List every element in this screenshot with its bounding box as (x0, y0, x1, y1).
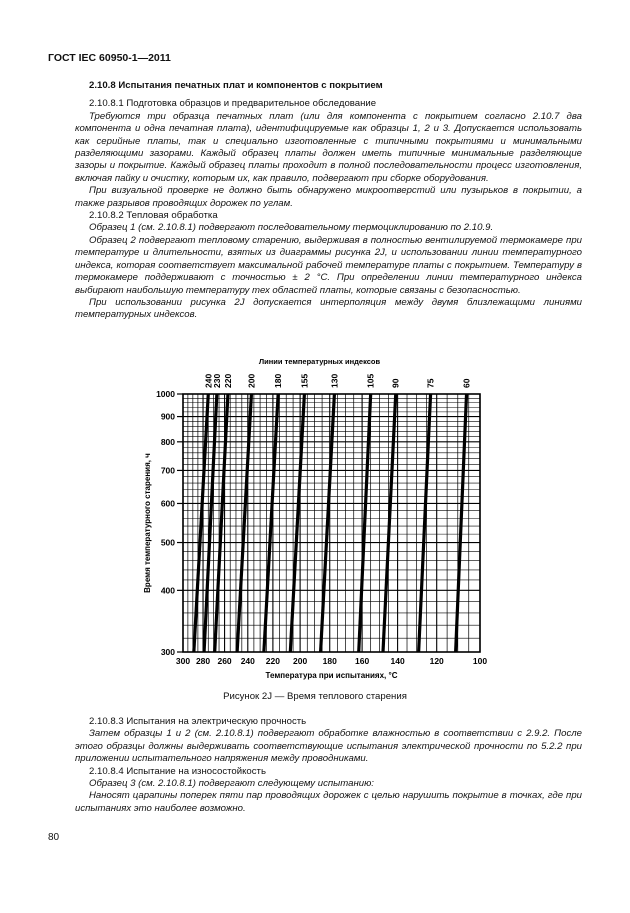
x-tick-label: 240 (240, 656, 255, 666)
subsection-title: 2.10.8.2 Тепловая обработка (89, 210, 218, 222)
x-tick-label: 200 (293, 656, 308, 666)
y-tick-label: 400 (160, 585, 175, 596)
y-axis-label: Время температурного старения, ч (143, 453, 152, 593)
series-label: 60 (461, 378, 472, 388)
series-label: 75 (425, 378, 436, 388)
x-tick-label: 180 (322, 656, 337, 666)
x-tick-label: 280 (195, 656, 211, 666)
paragraph: Затем образцы 1 и 2 (см. 2.10.8.1) подвергают обработке влажностью в соответствии с 2.9.2. После этого образцы должны выдерживать соответствующие испытания электрической прочности по 5.2.2 при приложении испытательного напряжения между проводниками. (75, 728, 582, 765)
series-label: 155 (299, 373, 310, 388)
y-tick-label: 300 (160, 647, 175, 657)
paragraph: При использовании рисунка 2J допускается интерполяция между двумя близлежащими линиями температурных индексов. (75, 296, 582, 321)
series-label: 220 (222, 373, 233, 388)
thermal-aging-chart (138, 352, 498, 682)
y-tick-label: 1000 (156, 389, 175, 399)
x-tick-label: 260 (217, 656, 232, 666)
section-title: 2.10.8 Испытания печатных плат и компонентов с покрытием (89, 80, 383, 91)
page-number: 80 (48, 832, 60, 843)
x-tick-label: 300 (175, 656, 191, 666)
paragraph: Образец 3 (см. 2.10.8.1) подвергают следующему испытанию: (89, 778, 374, 790)
x-tick-label: 120 (429, 656, 444, 666)
x-tick-label: 100 (472, 656, 488, 666)
series-label: 90 (390, 378, 401, 388)
series-label: 200 (246, 373, 257, 388)
subsection-title: 2.10.8.4 Испытание на износостойкость (89, 765, 266, 777)
temperature-index-line (383, 394, 396, 652)
temperature-index-line (237, 394, 251, 652)
temperature-index-line (321, 394, 335, 652)
y-tick-label: 600 (160, 498, 175, 509)
section-bottom (75, 716, 582, 815)
y-tick-label: 800 (160, 436, 175, 447)
paragraph: Образец 1 (см. 2.10.8.1) подвергают последовательному термоциклированию по 2.10.9. (89, 222, 494, 234)
temperature-index-line (290, 394, 304, 652)
chart-title: Линии температурных индексов (258, 357, 381, 366)
x-tick-label: 220 (265, 656, 280, 666)
temperature-index-line (359, 394, 371, 652)
subsection-title: 2.10.8.3 Испытания на электрическую прочность (89, 716, 307, 727)
series-label: 180 (273, 373, 284, 388)
x-tick-label: 140 (390, 656, 405, 666)
temperature-index-line (215, 394, 228, 652)
paragraph: Наносят царапины поперек пяти пар проводящих дорожек с целью нарушить покрытие в точках, где при испытаниях это наиболее возможно. (75, 790, 582, 814)
paragraph: Образец 2 подвергают тепловому старению, выдерживая в полностью вентилируемой термокамере при температуре и длительности, взятых из диаграммы рисунка 2J, и использовании линии температурного индекса, которая соответствует максимальной рабочей температуре платы с покрытием. Температуру в термокамере поддерживают с точностью ± 2 °С. При определении линии температурного индекса выбирают наибольшую температуру тех областей платы, которые связаны с безопасностью. (75, 234, 582, 296)
series-label: 105 (365, 373, 376, 388)
paragraph: Требуются три образца печатных плат (или для компонента с покрытием согласно 2.10.7 два компонента и одна печатная плата), идентифицируемые как образцы 1, 2 и 3. Допускается использовать как серийные платы, так и специально изготовленные с типичными покрытиями и минимальными разделяющими зазорами. Каждый образец платы должен иметь типичные минимальные разделяющие зазоры и покрытие. Каждый образец платы проходит в полной последовательности процесс изготовления, включая пайку и очистку, которым их, как правило, подвергают при сборке оборудования. (75, 110, 582, 184)
series-label: 230 (211, 373, 222, 388)
section-top (75, 80, 582, 322)
temperature-index-line (456, 394, 467, 652)
y-tick-label: 500 (160, 537, 175, 548)
x-axis-label: Температура при испытаниях, °С (265, 671, 398, 680)
subsection-title: 2.10.8.1 Подготовка образцов и предварительное обследование (89, 98, 377, 110)
document-header: ГОСТ IEC 60950-1—2011 (48, 52, 171, 64)
y-tick-label: 900 (160, 411, 175, 422)
x-tick-label: 160 (355, 656, 370, 666)
paragraph: При визуальной проверке не должно быть обнаружено микроотверстий или пузырьков в покрытии, а также разрывов проводящих дорожек по углам. (75, 185, 582, 209)
temperature-index-line (264, 394, 278, 652)
series-label: 130 (329, 373, 340, 388)
figure-caption: Рисунок 2J — Время теплового старения (223, 691, 407, 702)
series-label: 240 (203, 373, 214, 388)
y-tick-label: 700 (160, 465, 175, 476)
temperature-index-line (419, 394, 431, 652)
